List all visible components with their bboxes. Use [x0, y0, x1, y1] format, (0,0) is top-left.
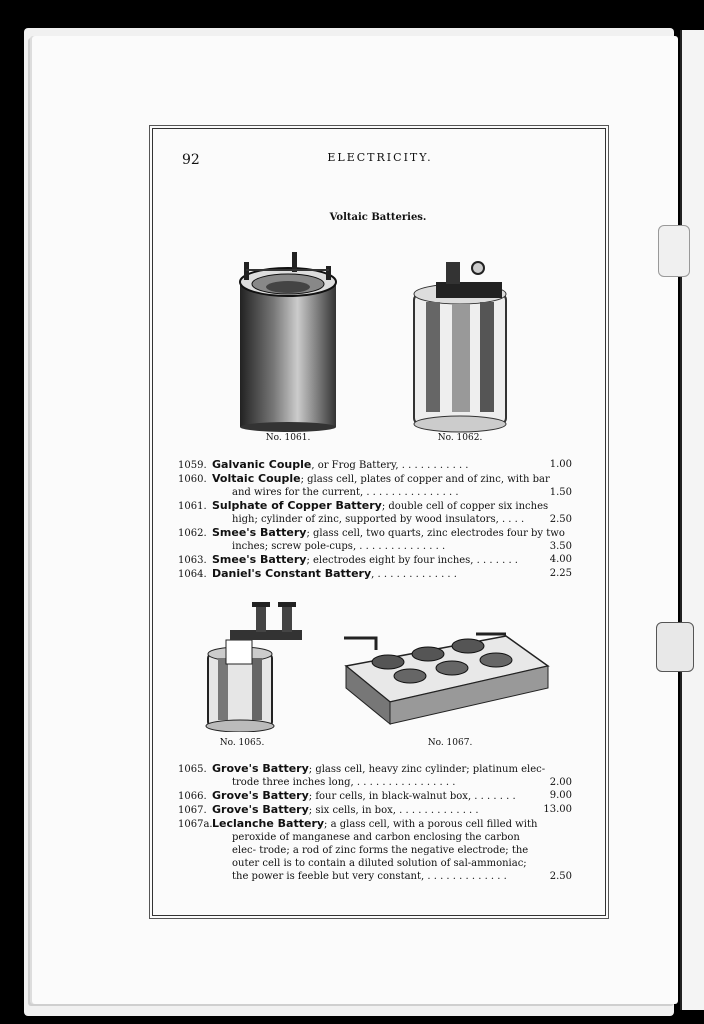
list-item-continuation: trode three inches long, . . . . . . . . . . . . . . . . 2.00	[232, 777, 572, 788]
list-item-continuation: and wires for the current, . . . . . . . . . . . . . . . 1.50	[232, 487, 572, 498]
price: 2.50	[549, 514, 572, 525]
binding-clip-bottom	[656, 622, 694, 672]
running-head: ELECTRICITY.	[327, 151, 433, 164]
list-item: 1064. Daniel's Constant Battery, . . . . . . . . . . . . . 2.25	[178, 567, 572, 580]
caption-1065: No. 1065.	[219, 738, 265, 748]
list-item: 1060. Voltaic Couple; glass cell, plates of copper and of zinc, with bar	[178, 472, 550, 485]
price: 3.50	[549, 541, 572, 552]
list-item: 1063. Smee's Battery; electrodes eight by four inches, . . . . . . . 4.00	[178, 553, 572, 566]
price: 2.00	[549, 777, 572, 788]
price: 2.50	[549, 871, 572, 882]
illustration-1067	[336, 626, 554, 728]
binding-clip-top	[658, 225, 690, 277]
caption-1067: No. 1067.	[427, 738, 473, 748]
section-title: Voltaic Batteries.	[329, 212, 427, 223]
price-list-bottom	[178, 762, 572, 883]
illustration-1062	[408, 254, 512, 434]
price: 1.50	[549, 487, 572, 498]
price: 13.00	[543, 804, 572, 815]
price-list-top	[178, 458, 572, 581]
list-item-continuation: peroxide of manganese and carbon enclosing the carbon elec- trode; a rod of zinc forms the negative electrode; the outer cell is to contain a diluted solution of sal-ammoniac; the power is feeble but very constant, . . . . . . . . . . . . .	[232, 832, 529, 882]
price: 1.00	[549, 459, 572, 470]
list-item: 1059. Galvanic Couple, or Frog Battery, . . . . . . . . . . . 1.00	[178, 458, 572, 471]
caption-1062: No. 1062.	[437, 433, 483, 443]
list-item-continuation: high; cylinder of zinc, supported by wood insulators, . . . . 2.50	[232, 514, 572, 525]
list-item: 1067. Grove's Battery; six cells, in box, . . . . . . . . . . . . . 13.00	[178, 803, 572, 816]
illustration-1061	[234, 250, 344, 432]
price: 9.00	[549, 790, 572, 801]
facing-page-edge	[680, 30, 704, 1010]
illustration-1065	[196, 598, 306, 732]
list-item: 1061. Sulphate of Copper Battery; double cell of copper six inches	[178, 499, 549, 512]
caption-1061: No. 1061.	[265, 433, 311, 443]
list-item: 1062. Smee's Battery; glass cell, two quarts, zinc electrodes four by two	[178, 526, 565, 539]
price: 4.00	[549, 554, 572, 565]
list-item: 1067a.Leclanche Battery; a glass cell, with a porous cell filled with	[178, 817, 538, 830]
list-item-continuation: inches; screw pole-cups, . . . . . . . . . . . . . . 3.50	[232, 541, 572, 552]
page-number: 92	[182, 152, 200, 168]
list-item: 1065. Grove's Battery; glass cell, heavy zinc cylinder; platinum elec-	[178, 762, 546, 775]
list-item: 1066. Grove's Battery; four cells, in black-walnut box, . . . . . . . 9.00	[178, 789, 572, 802]
price: 2.25	[549, 568, 572, 579]
